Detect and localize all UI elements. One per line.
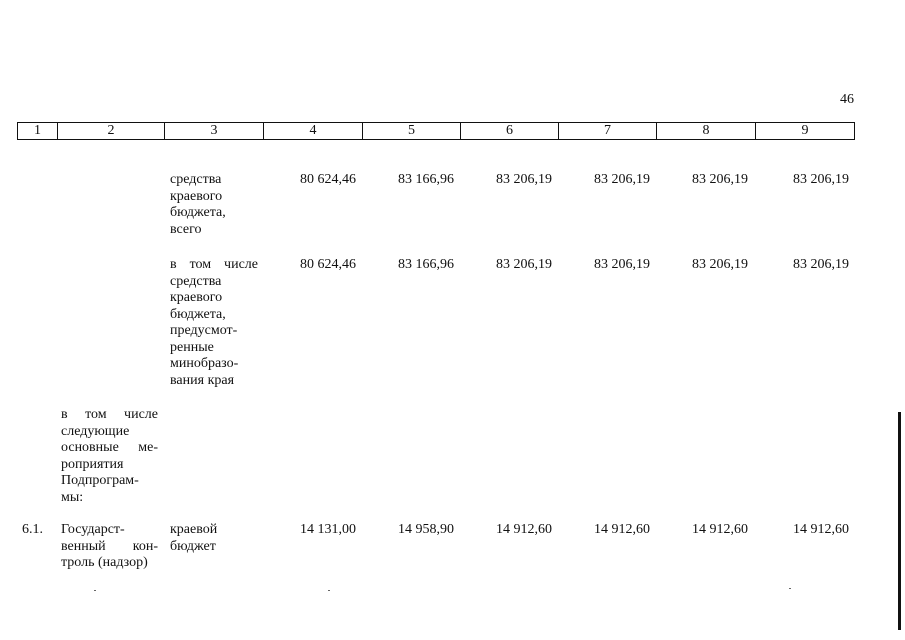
row-4-value-col9: 14 912,60 — [793, 522, 849, 537]
header-col-3: 3 — [164, 123, 263, 139]
row-4-number: 6.1. — [22, 522, 43, 537]
row-1-value-col6: 83 206,19 — [496, 172, 552, 187]
row-4-name: Государст-венный кон-троль (надзор) — [61, 522, 158, 570]
header-col-5: 5 — [362, 123, 460, 139]
row-1-value-col9: 83 206,19 — [793, 172, 849, 187]
row-4-value-col4: 14 131,00 — [300, 522, 356, 537]
row-1-value-col7: 83 206,19 — [594, 172, 650, 187]
header-col-7: 7 — [558, 123, 656, 139]
row-4-value-col7: 14 912,60 — [594, 522, 650, 537]
row-3-name: в том числе следующие основные ме-роприятия Подпрограм-мы: — [61, 407, 158, 505]
scan-edge-line — [898, 412, 901, 630]
page-number: 46 — [840, 92, 854, 107]
row-2-value-col7: 83 206,19 — [594, 257, 650, 272]
header-col-6: 6 — [460, 123, 558, 139]
header-col-4: 4 — [263, 123, 362, 139]
scan-speck — [328, 590, 330, 591]
header-col-2: 2 — [57, 123, 164, 139]
scan-speck — [94, 590, 96, 591]
row-2-value-col6: 83 206,19 — [496, 257, 552, 272]
header-col-9: 9 — [755, 123, 854, 139]
header-col-8: 8 — [656, 123, 755, 139]
row-1-value-col4: 80 624,46 — [300, 172, 356, 187]
row-1-source: средства краевого бюджета, всего — [170, 172, 226, 237]
row-1-value-col5: 83 166,96 — [398, 172, 454, 187]
header-col-1: 1 — [34, 123, 41, 138]
scan-speck — [789, 588, 791, 589]
row-4-value-col8: 14 912,60 — [692, 522, 748, 537]
row-4-value-col5: 14 958,90 — [398, 522, 454, 537]
row-1-value-col8: 83 206,19 — [692, 172, 748, 187]
row-2-value-col4: 80 624,46 — [300, 257, 356, 272]
row-2-value-col9: 83 206,19 — [793, 257, 849, 272]
table-header-row — [17, 122, 855, 140]
row-2-source: в том числе средства краевого бюджета, предусмот-ренные минобразо-вания края — [170, 257, 258, 388]
row-2-value-col5: 83 166,96 — [398, 257, 454, 272]
row-4-source: краевой бюджет — [170, 522, 218, 554]
row-4-value-col6: 14 912,60 — [496, 522, 552, 537]
row-2-value-col8: 83 206,19 — [692, 257, 748, 272]
